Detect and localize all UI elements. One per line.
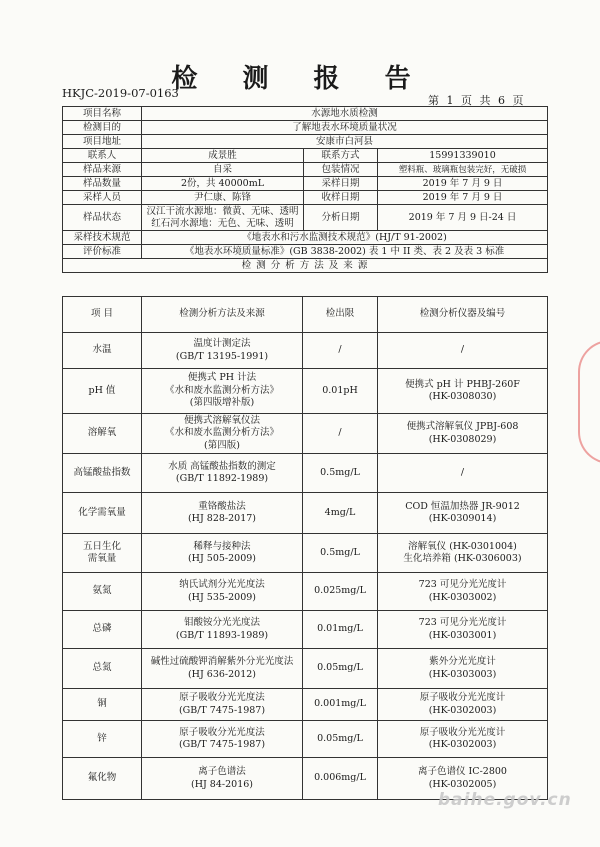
- instrument-cell: 723 可见分光光度计 (HK-0303002): [378, 573, 548, 611]
- table-row: [63, 649, 548, 689]
- methods-section-title: 检 测 分 析 方 法 及 来 源: [63, 259, 548, 273]
- detection-limit-cell: 0.5mg/L: [303, 454, 378, 493]
- detection-limit-cell: 4mg/L: [303, 493, 378, 534]
- method-cell: 便携式 PH 计法 《水和废水监测分析方法》 (第四版增补版): [142, 369, 303, 414]
- info-label: 样品来源: [63, 163, 142, 177]
- info-value: 《地表水和污水监测技术规范》(HJ/T 91-2002): [142, 231, 548, 245]
- test-item-cell: 高锰酸盐指数: [63, 454, 142, 493]
- info-value: 尹仁康、陈锋: [142, 191, 304, 205]
- method-cell: 钼酸铵分光光度法 (GB/T 11893-1989): [142, 611, 303, 649]
- info-value: 2019 年 7 月 9 日: [378, 191, 548, 205]
- info-label: 采样人员: [63, 191, 142, 205]
- table-row: [63, 454, 548, 493]
- instrument-cell: 离子色谱仪 IC-2800 (HK-0302005): [378, 758, 548, 800]
- detection-limit-cell: 0.5mg/L: [303, 534, 378, 573]
- info-label: 样品数量: [63, 177, 142, 191]
- method-cell: 纳氏试剂分光光度法 (HJ 535-2009): [142, 573, 303, 611]
- instrument-cell: 723 可见分光光度计 (HK-0303001): [378, 611, 548, 649]
- table-row: [63, 333, 548, 369]
- test-item-cell: 总磷: [63, 611, 142, 649]
- info-label: 评价标准: [63, 245, 142, 259]
- method-cell: 碱性过硫酸钾消解紫外分光光度法 (HJ 636-2012): [142, 649, 303, 689]
- red-seal-stamp: [578, 340, 600, 464]
- column-header: 检测分析方法及来源: [142, 297, 303, 333]
- method-cell: 稀释与接种法 (HJ 505-2009): [142, 534, 303, 573]
- column-header: 检测分析仪器及编号: [378, 297, 548, 333]
- info-value: 安康市白河县: [142, 135, 548, 149]
- instrument-cell: 紫外分光光度计 (HK-0303003): [378, 649, 548, 689]
- info-value: 了解地表水环境质量状况: [142, 121, 548, 135]
- info-label: 采样日期: [304, 177, 378, 191]
- test-item-cell: pH 值: [63, 369, 142, 414]
- info-value: 2019 年 7 月 9 日-24 日: [378, 205, 548, 231]
- detection-limit-cell: /: [303, 414, 378, 454]
- column-header: 检出限: [303, 297, 378, 333]
- table-row: [63, 689, 548, 721]
- info-value: 2019 年 7 月 9 日: [378, 177, 548, 191]
- table-row: [63, 369, 548, 414]
- instrument-cell: /: [378, 454, 548, 493]
- info-value: 《地表水环境质量标准》(GB 3838-2002) 表 1 中 II 类、表 2 及表 3 标准: [142, 245, 548, 259]
- page-title: 检 测 报 告: [171, 64, 429, 94]
- info-value: 15991339010: [378, 149, 548, 163]
- test-item-cell: 五日生化 需氧量: [63, 534, 142, 573]
- info-label: 分析日期: [304, 205, 378, 231]
- test-item-cell: 总氮: [63, 649, 142, 689]
- methods-table-body: [63, 333, 548, 800]
- report-number: HKJC-2019-07-0163: [62, 86, 179, 100]
- instrument-cell: COD 恒温加热器 JR-9012 (HK-0309014): [378, 493, 548, 534]
- test-item-cell: 化学需氧量: [63, 493, 142, 534]
- info-label: 项目地址: [63, 135, 142, 149]
- detection-limit-cell: 0.025mg/L: [303, 573, 378, 611]
- instrument-cell: 原子吸收分光光度计 (HK-0302003): [378, 689, 548, 721]
- info-value: 成景胜: [142, 149, 304, 163]
- detection-limit-cell: 0.01pH: [303, 369, 378, 414]
- table-row: [63, 534, 548, 573]
- info-label: 项目名称: [63, 107, 142, 121]
- sample-info-table: [62, 106, 548, 273]
- info-value: 2份，共 40000mL: [142, 177, 304, 191]
- info-label: 联系方式: [304, 149, 378, 163]
- test-item-cell: 铜: [63, 689, 142, 721]
- column-header: 项 目: [63, 297, 142, 333]
- method-cell: 离子色谱法 (HJ 84-2016): [142, 758, 303, 800]
- instrument-cell: 便携式溶解氧仪 JPBJ-608 (HK-0308029): [378, 414, 548, 454]
- info-value: 自采: [142, 163, 304, 177]
- method-cell: 重铬酸盐法 (HJ 828-2017): [142, 493, 303, 534]
- method-cell: 原子吸收分光光度法 (GB/T 7475-1987): [142, 721, 303, 758]
- page-number: 第 1 页 共 6 页: [428, 94, 524, 107]
- info-label: 包装情况: [304, 163, 378, 177]
- table-row: [63, 721, 548, 758]
- info-value: 塑料瓶、玻璃瓶包装完好，无破损: [378, 163, 548, 177]
- detection-limit-cell: /: [303, 333, 378, 369]
- instrument-cell: 溶解氧仪 (HK-0301004) 生化培养箱 (HK-0306003): [378, 534, 548, 573]
- test-item-cell: 氨氮: [63, 573, 142, 611]
- info-value: 水源地水质检测: [142, 107, 548, 121]
- method-cell: 温度计测定法 (GB/T 13195-1991): [142, 333, 303, 369]
- test-item-cell: 溶解氧: [63, 414, 142, 454]
- methods-table: [62, 296, 548, 800]
- method-cell: 原子吸收分光光度法 (GB/T 7475-1987): [142, 689, 303, 721]
- info-label: 收样日期: [304, 191, 378, 205]
- test-item-cell: 水温: [63, 333, 142, 369]
- table-row: [63, 611, 548, 649]
- instrument-cell: /: [378, 333, 548, 369]
- method-cell: 水质 高锰酸盐指数的测定 (GB/T 11892-1989): [142, 454, 303, 493]
- instrument-cell: 便携式 pH 计 PHBJ-260F (HK-0308030): [378, 369, 548, 414]
- method-cell: 便携式溶解氧仪法 《水和废水监测分析方法》 (第四版): [142, 414, 303, 454]
- info-label: 样品状态: [63, 205, 142, 231]
- detection-limit-cell: 0.05mg/L: [303, 649, 378, 689]
- instrument-cell: 原子吸收分光光度计 (HK-0302003): [378, 721, 548, 758]
- test-item-cell: 锌: [63, 721, 142, 758]
- detection-limit-cell: 0.006mg/L: [303, 758, 378, 800]
- table-row: [63, 573, 548, 611]
- sample-state-line: 红石河水源地：无色、无味、透明: [151, 217, 294, 229]
- info-label: 采样技术规范: [63, 231, 142, 245]
- detection-limit-cell: 0.05mg/L: [303, 721, 378, 758]
- table-row: [63, 414, 548, 454]
- info-label: 检测目的: [63, 121, 142, 135]
- table-row: [63, 493, 548, 534]
- sample-state-line: 汉江干流水源地：微黄、无味、透明: [146, 205, 299, 217]
- info-label: 联系人: [63, 149, 142, 163]
- test-item-cell: 氟化物: [63, 758, 142, 800]
- detection-limit-cell: 0.01mg/L: [303, 611, 378, 649]
- detection-limit-cell: 0.001mg/L: [303, 689, 378, 721]
- site-watermark: baihe.gov.cn: [438, 790, 572, 810]
